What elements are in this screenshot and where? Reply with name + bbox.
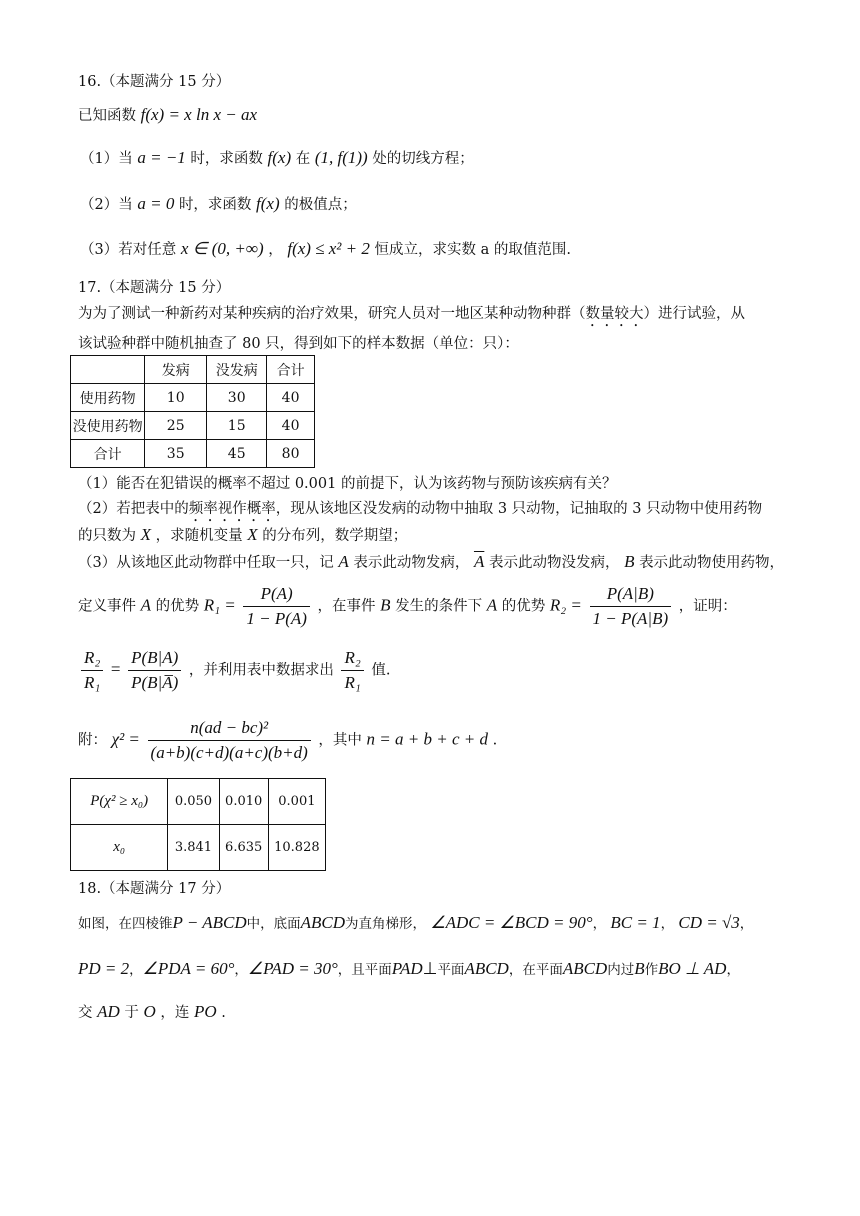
q18-cd: CD = √3	[678, 913, 740, 932]
q16-part2-func: f(x)	[256, 194, 280, 213]
q17-part2-text-d: ，求随机变量	[155, 528, 243, 544]
q18-line2	[78, 958, 740, 979]
q18-l1-sep3: ，	[739, 916, 754, 932]
q18-l2-text-c: ，且平面	[337, 962, 392, 978]
q17-part3-text-d: 表示此动物使用药物，	[639, 555, 785, 571]
q18-pd: PD = 2	[78, 959, 130, 978]
q16-part2-condition: a = 0	[137, 194, 175, 213]
table-cell: 3.841	[168, 825, 219, 871]
table-cell: x₀	[71, 825, 168, 871]
q16-part2	[80, 193, 357, 214]
table-row	[71, 440, 315, 468]
q18-l3-ad: AD	[97, 1002, 120, 1021]
table-cell: 0.001	[268, 779, 325, 825]
q17-ratio-query-den: R₁	[344, 673, 361, 692]
q16-intro-text: 已知函数	[78, 108, 136, 124]
q16-part1	[80, 147, 474, 168]
q18-l3-end: .	[221, 1005, 226, 1021]
table-header-row	[71, 356, 315, 384]
q18-bc: BC = 1	[610, 913, 661, 932]
table-cell: P(χ² ≥ x₀)	[71, 779, 168, 825]
q18-l3-text-a: 交	[78, 1005, 93, 1021]
q17-part3-def-text-a: 定义事件	[78, 598, 136, 615]
q17-line1-emphasis: 数量较大	[585, 306, 644, 322]
table-header-cell: 合计	[267, 356, 315, 384]
q17-part1: （1）能否在犯错误的概率不超过 0.001 的前提下，认为该药物与预防该疾病有关？	[78, 476, 617, 492]
q18-l2-sep3: ，	[726, 962, 740, 978]
q16-part1-func: f(x)	[267, 148, 292, 167]
q18-bo-perp-ad: BO ⊥ AD	[658, 959, 727, 978]
q18-perp: ⊥	[422, 959, 438, 978]
q16-part2-text-a: （2）当	[80, 197, 133, 213]
q17-r1-fraction	[243, 584, 310, 629]
q17-appendix	[78, 718, 497, 763]
table-cell: 15	[207, 412, 267, 440]
q18-l1-sep1: ，	[592, 916, 607, 932]
q17-equals-sign: =	[110, 659, 121, 679]
q16-part2-text-b: 时，求函数	[178, 197, 252, 213]
table-cell: 6.635	[219, 825, 268, 871]
q17-line1-text-b: ）进行试验，从	[643, 306, 745, 322]
q17-chi-end: .	[492, 732, 498, 749]
q18-l2-text-g: 作	[644, 962, 659, 978]
table-cell: 80	[267, 440, 315, 468]
table-header-cell: 发病	[145, 356, 207, 384]
q17-r1-label: R₁ =	[203, 595, 236, 615]
table-row	[71, 779, 326, 825]
table-cell: 合计	[71, 440, 145, 468]
table-cell: 30	[207, 384, 267, 412]
q17-r1-numerator: P(A)	[243, 584, 310, 607]
q18-l2-sep2: ，	[234, 962, 248, 978]
q17-part3-def-text-f: ，证明：	[678, 598, 737, 615]
q18-l3-po: PO	[194, 1002, 217, 1021]
q16-part3-domain: x ∈ (0, +∞)	[180, 239, 264, 258]
q17-chi-where: ，其中	[318, 732, 362, 749]
q18-plane-abcd2: ABCD	[562, 959, 608, 978]
q16-part1-text-a: （1）当	[80, 151, 133, 167]
q18-l1-text-b: 中，底面	[246, 916, 301, 932]
q18-l3-point-o: O	[143, 1002, 156, 1021]
q17-part2-line1	[78, 497, 762, 525]
q17-part2-var-x2: X	[247, 525, 258, 544]
q16-part3-text-c: 恒成立，求实数 a 的取值范围.	[374, 242, 571, 258]
q17-part3-def-b: B	[380, 595, 391, 615]
q17-header: 17.（本题满分 15 分）	[78, 280, 231, 296]
q16-part3-inequality: f(x) ≤ x² + 2	[287, 239, 370, 258]
q17-ratio-lhs-den: R₁	[84, 673, 101, 692]
q16-part1-text-c: 在	[295, 151, 311, 167]
q16-part3-text-a: （3）若对任意	[80, 242, 177, 258]
table-cell: 10.828	[268, 825, 325, 871]
q18-header: 18.（本题满分 17 分）	[78, 881, 231, 897]
q17-part2-line2	[78, 524, 407, 545]
table-cell: 0.010	[219, 779, 268, 825]
q17-chi-square-label: χ² =	[111, 729, 140, 749]
q16-part3	[80, 238, 571, 259]
q18-l2-text-f: 内过	[607, 962, 635, 978]
q17-r1-denominator: 1 − P(A)	[246, 609, 307, 628]
q17-r2-label: R₂ =	[549, 595, 582, 615]
q17-part3-line3	[78, 648, 391, 693]
q18-angle-pda: ∠PDA = 60°	[142, 959, 235, 978]
q18-l1-text-a: 如图，在四棱锥	[78, 916, 173, 932]
q16-part1-text-d: 处的切线方程；	[372, 151, 474, 167]
q17-ratio-rhs-num: P(B|A)	[128, 648, 181, 671]
sample-data-table	[70, 355, 315, 468]
q17-r2-denominator: 1 − P(A|B)	[592, 609, 669, 628]
q17-part3-event-b: B	[624, 552, 635, 571]
q18-l1-sep2: ，	[660, 916, 675, 932]
q17-ratio-query	[341, 648, 363, 693]
q16-part2-text-c: 的极值点；	[284, 197, 357, 213]
q16-header: 16.（本题满分 15 分）	[78, 74, 231, 90]
q17-part3-def-a2: A	[486, 595, 498, 615]
q18-angles: ∠ADC = ∠BCD = 90°	[430, 913, 593, 932]
q17-part3-def-text-b: 的优势	[155, 598, 200, 615]
table-cell: 40	[267, 384, 315, 412]
q16-part3-text-b: ，	[268, 242, 283, 258]
q17-part3-line2	[78, 584, 737, 629]
q17-part3-text-b: 表示此动物发病，	[353, 555, 470, 571]
table-cell: 0.050	[168, 779, 219, 825]
q17-part3-def-a: A	[140, 595, 151, 615]
q17-ratio-query-num: R₂	[341, 648, 363, 671]
q17-part3-text-a: （3）从该地区此动物群中任取一只，记	[78, 555, 334, 571]
table-cell: 35	[145, 440, 207, 468]
q18-plane-pad: PAD	[391, 959, 423, 978]
q18-l3-text-b: 于	[124, 1005, 139, 1021]
table-row	[71, 825, 326, 871]
q18-plane-abcd: ABCD	[464, 959, 509, 978]
q17-part3-text-end: 值.	[371, 662, 391, 679]
q17-r2-numerator: P(A|B)	[590, 584, 672, 607]
table-row	[71, 412, 315, 440]
chi-square-critical-table	[70, 778, 326, 871]
q18-l2-text-d: 平面	[437, 962, 465, 978]
q18-line3	[78, 1001, 226, 1022]
q17-part3-def-text-c: ，在事件	[317, 598, 376, 615]
q18-l2-text-e: ，在平面	[508, 962, 563, 978]
q18-angle-pad: ∠PAD = 30°	[247, 959, 338, 978]
q16-function: f(x) = x ln x − ax	[140, 105, 258, 124]
q16-part1-text-b: 时，求函数	[190, 151, 263, 167]
q17-line1	[78, 302, 745, 330]
table-header-cell	[71, 356, 145, 384]
q17-part3-text-compute: ，并利用表中数据求出	[188, 662, 334, 679]
q17-part3-event-a: A	[338, 552, 349, 571]
table-cell: 10	[145, 384, 207, 412]
q17-ratio-lhs	[81, 648, 103, 693]
q17-part3-line1	[78, 551, 784, 572]
q17-part3-def-text-d: 发生的条件下	[395, 598, 483, 615]
q17-part3-def-text-e: 的优势	[501, 598, 546, 615]
q17-chi-square-fraction	[148, 718, 311, 763]
q17-chi-square-denominator: (a+b)(c+d)(a+c)(b+d)	[150, 743, 308, 762]
q17-part3-event-a-bar: $\overline{A}$	[473, 552, 485, 571]
q17-part2-text-c: 的只数为	[78, 528, 136, 544]
table-row	[71, 384, 315, 412]
q18-l1-text-c: 为直角梯形，	[345, 916, 427, 932]
table-cell: 使用药物	[71, 384, 145, 412]
table-cell: 没使用药物	[71, 412, 145, 440]
q17-part3-text-c: 表示此动物没发病，	[488, 555, 620, 571]
q18-line1	[78, 912, 753, 933]
q17-chi-n-formula: n = a + b + c + d	[366, 729, 488, 749]
q17-part2-var-x: X	[140, 525, 151, 544]
q16-intro	[78, 104, 257, 125]
q17-r2-fraction	[590, 584, 672, 629]
q17-line1-text-a: 为为了测试一种新药对某种疾病的治疗效果，研究人员对一地区某种动物种群（	[78, 306, 586, 322]
q18-pyramid: P − ABCD	[172, 913, 247, 932]
q17-part2-text-e: 的分布列，数学期望；	[262, 528, 408, 544]
q16-part1-condition: a = −1	[137, 148, 186, 167]
table-cell: 40	[267, 412, 315, 440]
q17-part2-emphasis: 频率视作概率	[188, 501, 276, 517]
q18-base: ABCD	[300, 913, 346, 932]
table-cell: 45	[207, 440, 267, 468]
q17-chi-square-numerator: n(ad − bc)²	[148, 718, 311, 741]
table-header-cell: 没发病	[207, 356, 267, 384]
q17-ratio-lhs-num: R₂	[81, 648, 103, 671]
q16-part1-point: (1, f(1))	[314, 148, 368, 167]
q17-ratio-rhs	[128, 648, 181, 693]
q17-line2: 该试验种群中随机抽查了 80 只，得到如下的样本数据（单位：只）：	[78, 336, 519, 352]
q18-l3-text-c: ，连	[160, 1005, 190, 1021]
q18-l2-sep1: ，	[129, 962, 143, 978]
q17-appendix-label: 附：	[78, 732, 107, 749]
q18-point-b: B	[634, 959, 645, 978]
q17-ratio-rhs-den: P(B|A̅)	[131, 673, 179, 692]
table-cell: 25	[145, 412, 207, 440]
q17-part2-text-b: ，现从该地区没发病的动物中抽取 3 只动物，记抽取的 3 只动物中使用药物	[275, 501, 763, 517]
q17-part2-text-a: （2）若把表中的	[78, 501, 189, 517]
